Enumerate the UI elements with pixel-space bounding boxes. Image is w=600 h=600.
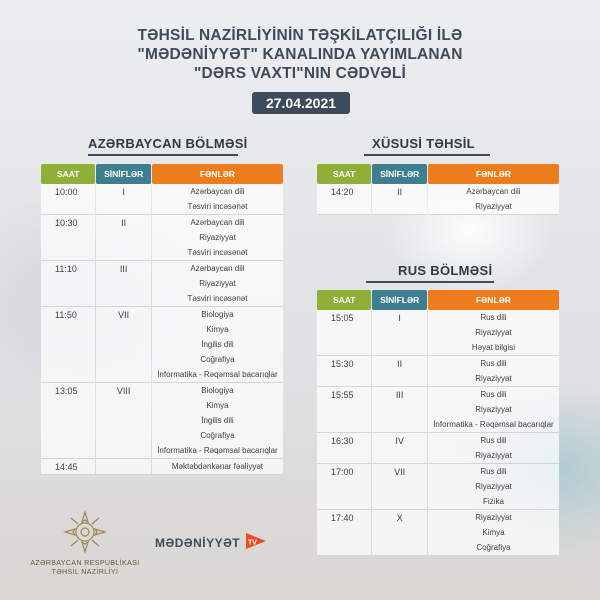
cell-class: I <box>96 184 150 215</box>
table-header-row <box>317 290 559 310</box>
cell-class: VIII <box>96 383 150 459</box>
subject-item: İngilis dili <box>201 416 234 425</box>
subject-item: Riyaziyyat <box>475 482 512 491</box>
table-row <box>317 387 559 433</box>
cell-class: III <box>372 387 426 433</box>
subject-item: Riyaziyyat <box>475 202 512 211</box>
subject-item: Rus dili <box>480 313 507 322</box>
column-header-sinifler: SİNİFLƏR <box>372 290 426 310</box>
cell-time: 17:00 <box>317 464 371 510</box>
header-line-2: "MƏDƏNİYYƏT" KANALINDA YAYIMLANAN <box>137 46 463 63</box>
table-row <box>41 459 283 475</box>
subject-item: Riyaziyyat <box>475 374 512 383</box>
ministry-name-line-2: TƏHSİL NAZİRLİYİ <box>51 569 119 576</box>
cell-subjects <box>152 307 283 383</box>
subject-item: Təsviri incəsənət <box>187 202 248 211</box>
subject-item: Məktəbdənkənar fəaliyyət <box>171 462 264 471</box>
cell-time: 13:05 <box>41 383 95 459</box>
ministry-name-line-1: AZƏRBAYCAN RESPUBLİKASI <box>30 560 140 567</box>
subject-item: Fizika <box>483 497 504 506</box>
subject-item: Riyaziyyat <box>199 279 236 288</box>
table-header-row <box>317 164 559 184</box>
column-header-saat: SAAT <box>317 290 371 310</box>
table-row <box>41 184 283 215</box>
section-title-rus-text: RUS BÖLMƏSİ <box>398 263 493 278</box>
subject-item: Riyaziyyat <box>475 513 512 522</box>
table-row <box>41 261 283 307</box>
page-header <box>0 26 600 83</box>
cell-subjects <box>428 433 559 464</box>
cell-class: II <box>372 184 426 215</box>
subject-item: İnformatika - Rəqəmsal bacarıqlar <box>157 446 278 455</box>
section-underline <box>88 154 238 156</box>
cell-time: 15:30 <box>317 356 371 387</box>
table-header-row <box>41 164 283 184</box>
column-header-sinifler: SİNİFLƏR <box>96 164 150 184</box>
subject-item: Azərbaycan dili <box>190 264 245 273</box>
tv-play-icon <box>245 532 267 550</box>
cell-subjects <box>428 464 559 510</box>
subject-item: Coğrafiya <box>200 431 235 440</box>
subject-item: Rus dili <box>480 467 507 476</box>
cell-time: 10:00 <box>41 184 95 215</box>
subject-item: Riyaziyyat <box>475 451 512 460</box>
section-title-xususi-text: XÜSUSİ TƏHSİL <box>372 136 475 151</box>
tv-badge-text: TV <box>247 539 257 547</box>
header-line-3: "DƏRS VAXTI"NIN CƏDVƏLİ <box>193 65 407 82</box>
subject-item: Kimya <box>206 325 229 334</box>
section-title-xususi <box>372 136 475 151</box>
cell-subjects <box>152 383 283 459</box>
subject-item: Kimya <box>482 528 505 537</box>
cell-time: 10:30 <box>41 215 95 261</box>
subject-item: Rus dili <box>480 436 507 445</box>
subject-item: Riyaziyyat <box>475 405 512 414</box>
subject-item: Biologiya <box>201 386 234 395</box>
subject-item: Kimya <box>206 401 229 410</box>
schedule-table-xususi <box>316 164 560 215</box>
cell-time: 15:05 <box>317 310 371 356</box>
subject-item: Biologiya <box>201 310 234 319</box>
subject-item: Rus dili <box>480 390 507 399</box>
cell-class: X <box>372 510 426 556</box>
cell-class: VII <box>96 307 150 383</box>
ministry-emblem-icon <box>63 510 107 554</box>
section-title-azerbaycan <box>88 136 248 151</box>
cell-subjects <box>428 510 559 556</box>
table-row <box>317 310 559 356</box>
medeniyyet-tv-logo <box>155 532 267 552</box>
subject-item: İngilis dili <box>201 340 234 349</box>
cell-subjects <box>428 387 559 433</box>
subject-item: Coğrafiya <box>476 543 511 552</box>
section-title-azerbaycan-text: AZƏRBAYCAN BÖLMƏSİ <box>88 136 248 151</box>
cell-time: 11:50 <box>41 307 95 383</box>
column-header-sinifler: SİNİFLƏR <box>372 164 426 184</box>
column-header-fenler: FƏNLƏR <box>428 164 559 184</box>
schedule-table-rus <box>316 290 560 556</box>
date-badge: 27.04.2021 <box>252 92 350 114</box>
cell-class: IV <box>372 433 426 464</box>
cell-subjects <box>428 356 559 387</box>
column-header-fenler: FƏNLƏR <box>428 290 559 310</box>
subject-item: Coğrafiya <box>200 355 235 364</box>
table-row <box>41 383 283 459</box>
cell-class: III <box>96 261 150 307</box>
cell-time: 14:20 <box>317 184 371 215</box>
cell-time: 16:30 <box>317 433 371 464</box>
table-row <box>317 464 559 510</box>
header-line-1: TƏHSİL NAZİRLİYİNİN TƏŞKİLATÇILIĞI İLƏ <box>137 27 463 44</box>
cell-time: 11:10 <box>41 261 95 307</box>
cell-subjects <box>152 184 283 215</box>
cell-subjects <box>152 261 283 307</box>
subject-item: İnformatika - Rəqəmsal bacarıqlar <box>157 370 278 379</box>
table-row <box>41 215 283 261</box>
cell-time: 14:45 <box>41 459 95 475</box>
column-header-saat: SAAT <box>317 164 371 184</box>
tv-logo-text: MƏDƏNİYYƏT <box>155 536 241 550</box>
section-underline <box>364 154 490 156</box>
subject-item: Rus dili <box>480 359 507 368</box>
cell-subjects <box>428 184 559 215</box>
subject-item: Riyaziyyat <box>475 328 512 337</box>
cell-subjects <box>152 215 283 261</box>
subject-item: Həyat bilgisi <box>471 343 516 352</box>
cell-class: II <box>372 356 426 387</box>
cell-class: II <box>96 215 150 261</box>
subject-item: İnformatika - Rəqəmsal bacarıqlar <box>433 420 554 429</box>
cell-time: 17:40 <box>317 510 371 556</box>
cell-class: I <box>372 310 426 356</box>
ministry-logo <box>30 510 140 577</box>
column-header-saat: SAAT <box>41 164 95 184</box>
subject-item: Riyaziyyat <box>199 233 236 242</box>
subject-item: Azərbaycan dili <box>190 187 245 196</box>
subject-item: Azərbaycan dili <box>190 218 245 227</box>
subject-item: Təsviri incəsənət <box>187 294 248 303</box>
column-header-fenler: FƏNLƏR <box>152 164 283 184</box>
table-row <box>41 307 283 383</box>
cell-class <box>96 459 150 475</box>
subject-item: Azərbaycan dili <box>466 187 521 196</box>
subject-item: Təsviri incəsənət <box>187 248 248 257</box>
cell-subjects <box>152 459 283 475</box>
cell-class: VII <box>372 464 426 510</box>
table-row <box>317 356 559 387</box>
section-underline <box>366 281 494 283</box>
cell-time: 15:55 <box>317 387 371 433</box>
schedule-table-azerbaycan <box>40 164 284 475</box>
table-row <box>317 510 559 556</box>
section-title-rus <box>398 263 492 278</box>
table-row <box>317 433 559 464</box>
table-row <box>317 184 559 215</box>
cell-subjects <box>428 310 559 356</box>
